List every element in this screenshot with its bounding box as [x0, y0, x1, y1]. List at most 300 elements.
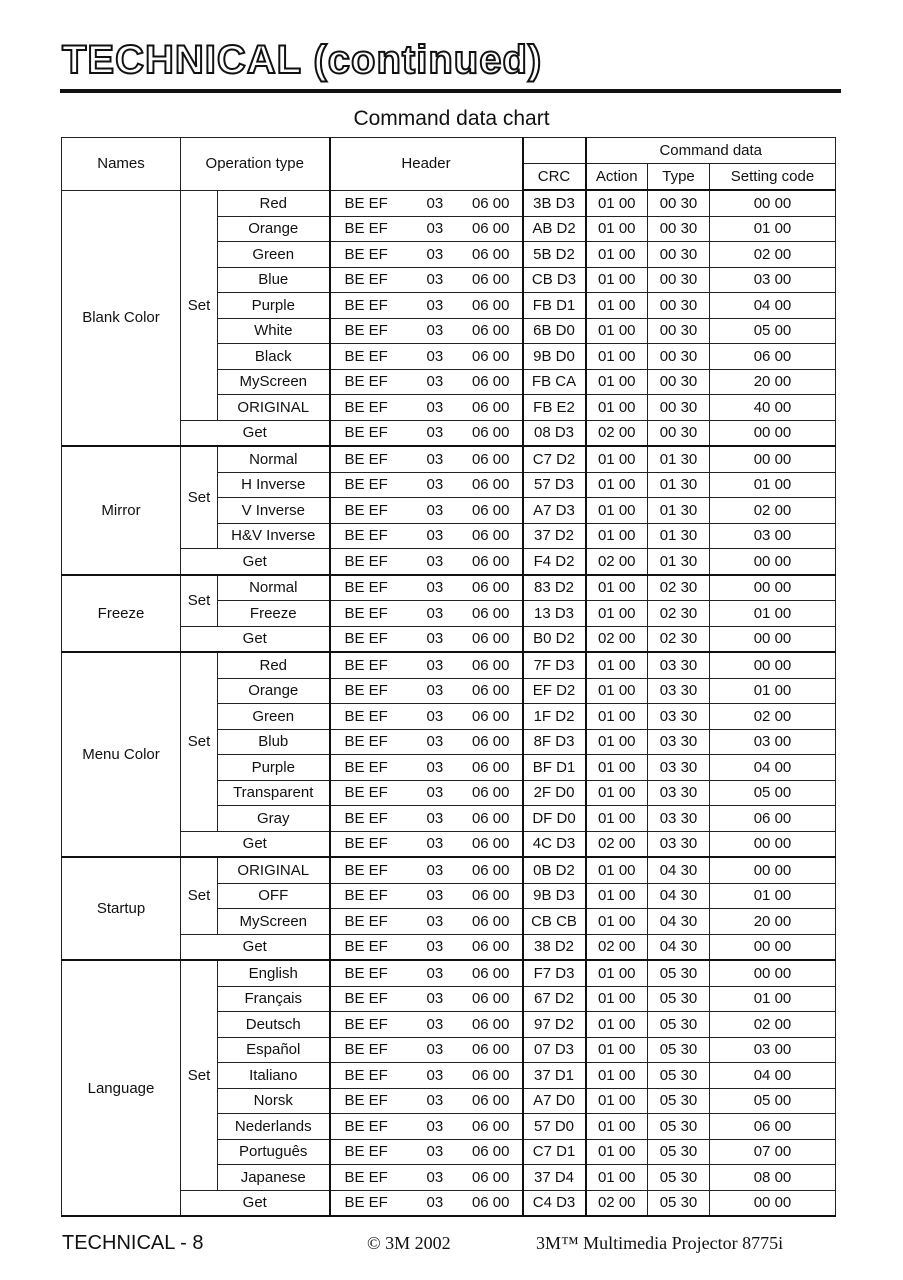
type-value: 00 30: [648, 267, 710, 293]
header-byte: BE EF: [344, 501, 388, 519]
type-value: 00 30: [648, 190, 710, 216]
header-byte: 03: [426, 424, 444, 442]
table-row: [62, 857, 836, 883]
setting-item: Blub: [218, 729, 330, 755]
header-byte: 06 00: [471, 398, 510, 416]
group-name: Mirror: [62, 446, 181, 575]
setting-value: 03 00: [710, 729, 836, 755]
header-bytes: [330, 755, 523, 781]
header-byte: 06 00: [471, 552, 510, 570]
header-byte: 03: [426, 373, 444, 391]
crc-value: 1F D2: [523, 704, 586, 730]
header-bytes: [330, 498, 523, 524]
header-bytes: [330, 523, 523, 549]
header-bytes: [330, 909, 523, 935]
action-value: 02 00: [586, 831, 648, 857]
crc-value: 37 D4: [523, 1165, 586, 1191]
table-row: [62, 575, 836, 601]
header-bytes-group: [331, 1017, 522, 1032]
crc-value: 13 D3: [523, 601, 586, 627]
header-bytes: [330, 1088, 523, 1114]
header-byte: 06 00: [471, 245, 510, 263]
col-header-names: Names: [62, 138, 181, 191]
header-bytes-group: [331, 221, 522, 236]
header-byte: 03: [426, 398, 444, 416]
header-bytes: [330, 190, 523, 216]
crc-value: AB D2: [523, 216, 586, 242]
type-value: 00 30: [648, 318, 710, 344]
setting-value: 00 00: [710, 575, 836, 601]
crc-value: 0B D2: [523, 857, 586, 883]
type-value: 01 30: [648, 446, 710, 472]
type-value: 05 30: [648, 1165, 710, 1191]
action-value: 01 00: [586, 369, 648, 395]
header-byte: 03: [426, 1066, 444, 1084]
setting-value: 02 00: [710, 704, 836, 730]
header-bytes-group: [331, 580, 522, 595]
header-byte: 06 00: [471, 964, 510, 982]
type-value: 01 30: [648, 523, 710, 549]
action-value: 01 00: [586, 1114, 648, 1140]
header-byte: 03: [426, 938, 444, 956]
operation-set: Set: [181, 575, 218, 627]
header-byte: BE EF: [344, 1041, 388, 1059]
header-byte: 03: [426, 527, 444, 545]
type-value: 05 30: [648, 1088, 710, 1114]
header-byte: 06 00: [471, 220, 510, 238]
header-bytes-group: [331, 888, 522, 903]
setting-value: 05 00: [710, 1088, 836, 1114]
header-byte: 03: [426, 784, 444, 802]
setting-value: 00 00: [710, 652, 836, 678]
header-bytes-group: [331, 1119, 522, 1134]
crc-value: DF D0: [523, 806, 586, 832]
header-bytes-group: [331, 863, 522, 878]
header-bytes: [330, 883, 523, 909]
table-row: [62, 652, 836, 678]
setting-item: H Inverse: [218, 472, 330, 498]
setting-value: 04 00: [710, 293, 836, 319]
header-byte: BE EF: [344, 579, 388, 597]
setting-value: 01 00: [710, 472, 836, 498]
header-bytes-group: [331, 606, 522, 621]
header-bytes: [330, 601, 523, 627]
header-bytes: [330, 242, 523, 268]
setting-item: Français: [218, 986, 330, 1012]
operation-get: Get: [181, 1190, 330, 1216]
action-value: 01 00: [586, 704, 648, 730]
header-byte: BE EF: [344, 990, 388, 1008]
setting-item: OFF: [218, 883, 330, 909]
type-value: 01 30: [648, 472, 710, 498]
setting-value: 01 00: [710, 986, 836, 1012]
setting-item: MyScreen: [218, 369, 330, 395]
header-byte: 03: [426, 809, 444, 827]
header-byte: 06 00: [471, 784, 510, 802]
setting-value: 00 00: [710, 420, 836, 446]
header-byte: 03: [426, 347, 444, 365]
type-value: 05 30: [648, 1012, 710, 1038]
type-value: 04 30: [648, 857, 710, 883]
header-byte: 03: [426, 1117, 444, 1135]
header-bytes-group: [331, 709, 522, 724]
header-byte: 03: [426, 476, 444, 494]
header-byte: 06 00: [471, 1041, 510, 1059]
header-byte: 06 00: [471, 1066, 510, 1084]
operation-set: Set: [181, 652, 218, 831]
header-bytes-group: [331, 658, 522, 673]
header-byte: 03: [426, 604, 444, 622]
action-value: 01 00: [586, 216, 648, 242]
setting-item: Orange: [218, 216, 330, 242]
header-byte: BE EF: [344, 424, 388, 442]
header-bytes-group: [331, 811, 522, 826]
crc-value: 6B D0: [523, 318, 586, 344]
col-header-command-data: Command data: [586, 138, 836, 164]
setting-item: Norsk: [218, 1088, 330, 1114]
header-byte: 03: [426, 322, 444, 340]
header-bytes: [330, 1063, 523, 1089]
crc-value: A7 D3: [523, 498, 586, 524]
type-value: 03 30: [648, 678, 710, 704]
type-value: 00 30: [648, 395, 710, 421]
header-byte: 03: [426, 1092, 444, 1110]
crc-value: 2F D0: [523, 780, 586, 806]
setting-item: MyScreen: [218, 909, 330, 935]
action-value: 01 00: [586, 986, 648, 1012]
header-bytes-group: [331, 1068, 522, 1083]
action-value: 01 00: [586, 318, 648, 344]
header-bytes-group: [331, 528, 522, 543]
setting-value: 01 00: [710, 883, 836, 909]
type-value: 03 30: [648, 755, 710, 781]
header-bytes: [330, 420, 523, 446]
header-byte: BE EF: [344, 809, 388, 827]
header-byte: BE EF: [344, 552, 388, 570]
header-byte: BE EF: [344, 1066, 388, 1084]
group-name: Blank Color: [62, 190, 181, 446]
header-byte: 06 00: [471, 1092, 510, 1110]
setting-value: 05 00: [710, 318, 836, 344]
header-byte: 06 00: [471, 938, 510, 956]
header-byte: BE EF: [344, 1092, 388, 1110]
table-row: [62, 190, 836, 216]
header-byte: 06 00: [471, 604, 510, 622]
header-byte: BE EF: [344, 347, 388, 365]
header-byte: BE EF: [344, 784, 388, 802]
action-value: 01 00: [586, 780, 648, 806]
table-row: [62, 960, 836, 986]
setting-value: 20 00: [710, 909, 836, 935]
type-value: 05 30: [648, 1063, 710, 1089]
crc-value: BF D1: [523, 755, 586, 781]
header-bytes: [330, 267, 523, 293]
header-byte: 06 00: [471, 835, 510, 853]
header-bytes: [330, 1012, 523, 1038]
header-byte: BE EF: [344, 604, 388, 622]
col-header-header: Header: [330, 138, 523, 191]
header-bytes: [330, 857, 523, 883]
crc-value: 57 D3: [523, 472, 586, 498]
crc-value: 07 D3: [523, 1037, 586, 1063]
header-byte: BE EF: [344, 835, 388, 853]
header-byte: 06 00: [471, 1194, 510, 1212]
header-bytes-group: [331, 683, 522, 698]
header-byte: 06 00: [471, 707, 510, 725]
header-bytes: [330, 549, 523, 575]
col-header-crc: CRC: [523, 164, 586, 191]
crc-value: F4 D2: [523, 549, 586, 575]
action-value: 02 00: [586, 626, 648, 652]
action-value: 01 00: [586, 190, 648, 216]
type-value: 00 30: [648, 344, 710, 370]
type-value: 04 30: [648, 883, 710, 909]
header-bytes-group: [331, 477, 522, 492]
action-value: 01 00: [586, 1139, 648, 1165]
crc-value: 4C D3: [523, 831, 586, 857]
setting-item: Gray: [218, 806, 330, 832]
header-bytes-group: [331, 734, 522, 749]
header-bytes: [330, 780, 523, 806]
header-byte: 06 00: [471, 501, 510, 519]
setting-item: Black: [218, 344, 330, 370]
action-value: 01 00: [586, 472, 648, 498]
header-byte: BE EF: [344, 194, 388, 212]
header-byte: 03: [426, 964, 444, 982]
crc-value: FB D1: [523, 293, 586, 319]
setting-item: Purple: [218, 293, 330, 319]
header-bytes: [330, 704, 523, 730]
action-value: 01 00: [586, 344, 648, 370]
header-byte: 06 00: [471, 682, 510, 700]
header-byte: BE EF: [344, 1168, 388, 1186]
table-row: [62, 446, 836, 472]
setting-value: 00 00: [710, 190, 836, 216]
crc-value: A7 D0: [523, 1088, 586, 1114]
type-value: 00 30: [648, 293, 710, 319]
header-bytes-group: [331, 1042, 522, 1057]
setting-value: 00 00: [710, 831, 836, 857]
header-bytes: [330, 1114, 523, 1140]
setting-item: ORIGINAL: [218, 395, 330, 421]
header-byte: 06 00: [471, 476, 510, 494]
setting-value: 00 00: [710, 549, 836, 575]
header-byte: 03: [426, 835, 444, 853]
action-value: 01 00: [586, 806, 648, 832]
action-value: 02 00: [586, 549, 648, 575]
action-value: 01 00: [586, 678, 648, 704]
setting-item: Green: [218, 242, 330, 268]
header-byte: BE EF: [344, 220, 388, 238]
header-byte: 03: [426, 501, 444, 519]
type-value: 02 30: [648, 601, 710, 627]
type-value: 05 30: [648, 1190, 710, 1216]
header-byte: 03: [426, 630, 444, 648]
header-bytes-group: [331, 272, 522, 287]
action-value: 02 00: [586, 934, 648, 960]
setting-value: 00 00: [710, 446, 836, 472]
col-header-action: Action: [586, 164, 648, 191]
header-bytes-group: [331, 836, 522, 851]
setting-item: Nederlands: [218, 1114, 330, 1140]
header-byte: 03: [426, 733, 444, 751]
action-value: 01 00: [586, 729, 648, 755]
header-bytes-group: [331, 939, 522, 954]
header-bytes: [330, 806, 523, 832]
operation-get: Get: [181, 549, 330, 575]
action-value: 01 00: [586, 652, 648, 678]
crc-value: 97 D2: [523, 1012, 586, 1038]
setting-item: English: [218, 960, 330, 986]
footer-product: 3M™ Multimedia Projector 8775i: [536, 1233, 784, 1253]
header-byte: 06 00: [471, 347, 510, 365]
setting-item: Italiano: [218, 1063, 330, 1089]
crc-value: EF D2: [523, 678, 586, 704]
header-byte: 06 00: [471, 271, 510, 289]
header-bytes: [330, 395, 523, 421]
header-bytes-group: [331, 631, 522, 646]
header-byte: 03: [426, 1168, 444, 1186]
header-byte: BE EF: [344, 682, 388, 700]
setting-item: Red: [218, 652, 330, 678]
header-byte: 06 00: [471, 1143, 510, 1161]
header-bytes-group: [331, 452, 522, 467]
header-byte: 03: [426, 912, 444, 930]
crc-value: C7 D1: [523, 1139, 586, 1165]
header-byte: 03: [426, 271, 444, 289]
action-value: 02 00: [586, 1190, 648, 1216]
header-byte: 06 00: [471, 887, 510, 905]
type-value: 00 30: [648, 242, 710, 268]
footer-copyright: © 3M 2002: [367, 1233, 451, 1253]
operation-get: Get: [181, 626, 330, 652]
header-byte: 06 00: [471, 194, 510, 212]
header-byte: 06 00: [471, 912, 510, 930]
header-byte: 03: [426, 245, 444, 263]
col-header-operation: Operation type: [181, 138, 330, 191]
header-bytes: [330, 575, 523, 601]
type-value: 04 30: [648, 909, 710, 935]
setting-value: 00 00: [710, 857, 836, 883]
action-value: 01 00: [586, 267, 648, 293]
setting-item: Red: [218, 190, 330, 216]
header-byte: 06 00: [471, 373, 510, 391]
operation-get: Get: [181, 934, 330, 960]
crc-value: B0 D2: [523, 626, 586, 652]
header-byte: 06 00: [471, 424, 510, 442]
setting-value: 04 00: [710, 1063, 836, 1089]
type-value: 00 30: [648, 420, 710, 446]
header-bytes-group: [331, 196, 522, 211]
header-byte: 06 00: [471, 809, 510, 827]
setting-value: 00 00: [710, 934, 836, 960]
header-byte: BE EF: [344, 245, 388, 263]
type-value: 03 30: [648, 704, 710, 730]
setting-value: 00 00: [710, 960, 836, 986]
header-bytes: [330, 293, 523, 319]
crc-value: 37 D2: [523, 523, 586, 549]
header-byte: 06 00: [471, 296, 510, 314]
header-bytes-group: [331, 1170, 522, 1185]
action-value: 01 00: [586, 498, 648, 524]
setting-value: 05 00: [710, 780, 836, 806]
header-byte: 03: [426, 1194, 444, 1212]
header-bytes: [330, 729, 523, 755]
action-value: 01 00: [586, 857, 648, 883]
setting-value: 06 00: [710, 806, 836, 832]
header-byte: 06 00: [471, 1015, 510, 1033]
type-value: 03 30: [648, 780, 710, 806]
operation-set: Set: [181, 857, 218, 934]
header-bytes-group: [331, 966, 522, 981]
action-value: 01 00: [586, 523, 648, 549]
action-value: 01 00: [586, 395, 648, 421]
header-byte: BE EF: [344, 630, 388, 648]
action-value: 01 00: [586, 1063, 648, 1089]
header-byte: BE EF: [344, 398, 388, 416]
header-byte: 03: [426, 1041, 444, 1059]
header-byte: 03: [426, 1143, 444, 1161]
header-byte: 03: [426, 758, 444, 776]
header-byte: BE EF: [344, 527, 388, 545]
header-byte: BE EF: [344, 450, 388, 468]
crc-value: 7F D3: [523, 652, 586, 678]
operation-set: Set: [181, 960, 218, 1190]
action-value: 01 00: [586, 1165, 648, 1191]
header-bytes: [330, 986, 523, 1012]
crc-value: 08 D3: [523, 420, 586, 446]
header-byte: BE EF: [344, 271, 388, 289]
header-bytes-group: [331, 349, 522, 364]
header-bytes: [330, 1037, 523, 1063]
header-byte: 03: [426, 450, 444, 468]
command-data-table: [61, 137, 836, 1217]
header-byte: 06 00: [471, 527, 510, 545]
header-bytes-group: [331, 914, 522, 929]
action-value: 01 00: [586, 601, 648, 627]
crc-value: 9B D3: [523, 883, 586, 909]
setting-item: Japanese: [218, 1165, 330, 1191]
setting-item: Orange: [218, 678, 330, 704]
setting-value: 01 00: [710, 678, 836, 704]
action-value: 01 00: [586, 293, 648, 319]
header-byte: 03: [426, 1015, 444, 1033]
setting-item: Transparent: [218, 780, 330, 806]
setting-item: V Inverse: [218, 498, 330, 524]
setting-item: Deutsch: [218, 1012, 330, 1038]
header-byte: BE EF: [344, 964, 388, 982]
crc-value: 3B D3: [523, 190, 586, 216]
group-name: Startup: [62, 857, 181, 960]
header-byte: BE EF: [344, 912, 388, 930]
type-value: 02 30: [648, 626, 710, 652]
header-bytes-group: [331, 1093, 522, 1108]
header-byte: BE EF: [344, 1194, 388, 1212]
operation-set: Set: [181, 190, 218, 420]
action-value: 01 00: [586, 1037, 648, 1063]
crc-value: CB D3: [523, 267, 586, 293]
setting-value: 03 00: [710, 1037, 836, 1063]
setting-value: 02 00: [710, 1012, 836, 1038]
setting-value: 06 00: [710, 1114, 836, 1140]
header-byte: 03: [426, 990, 444, 1008]
header-bytes-group: [331, 1195, 522, 1210]
crc-value: C4 D3: [523, 1190, 586, 1216]
header-bytes: [330, 216, 523, 242]
action-value: 01 00: [586, 1088, 648, 1114]
crc-value: FB CA: [523, 369, 586, 395]
header-bytes-group: [331, 554, 522, 569]
